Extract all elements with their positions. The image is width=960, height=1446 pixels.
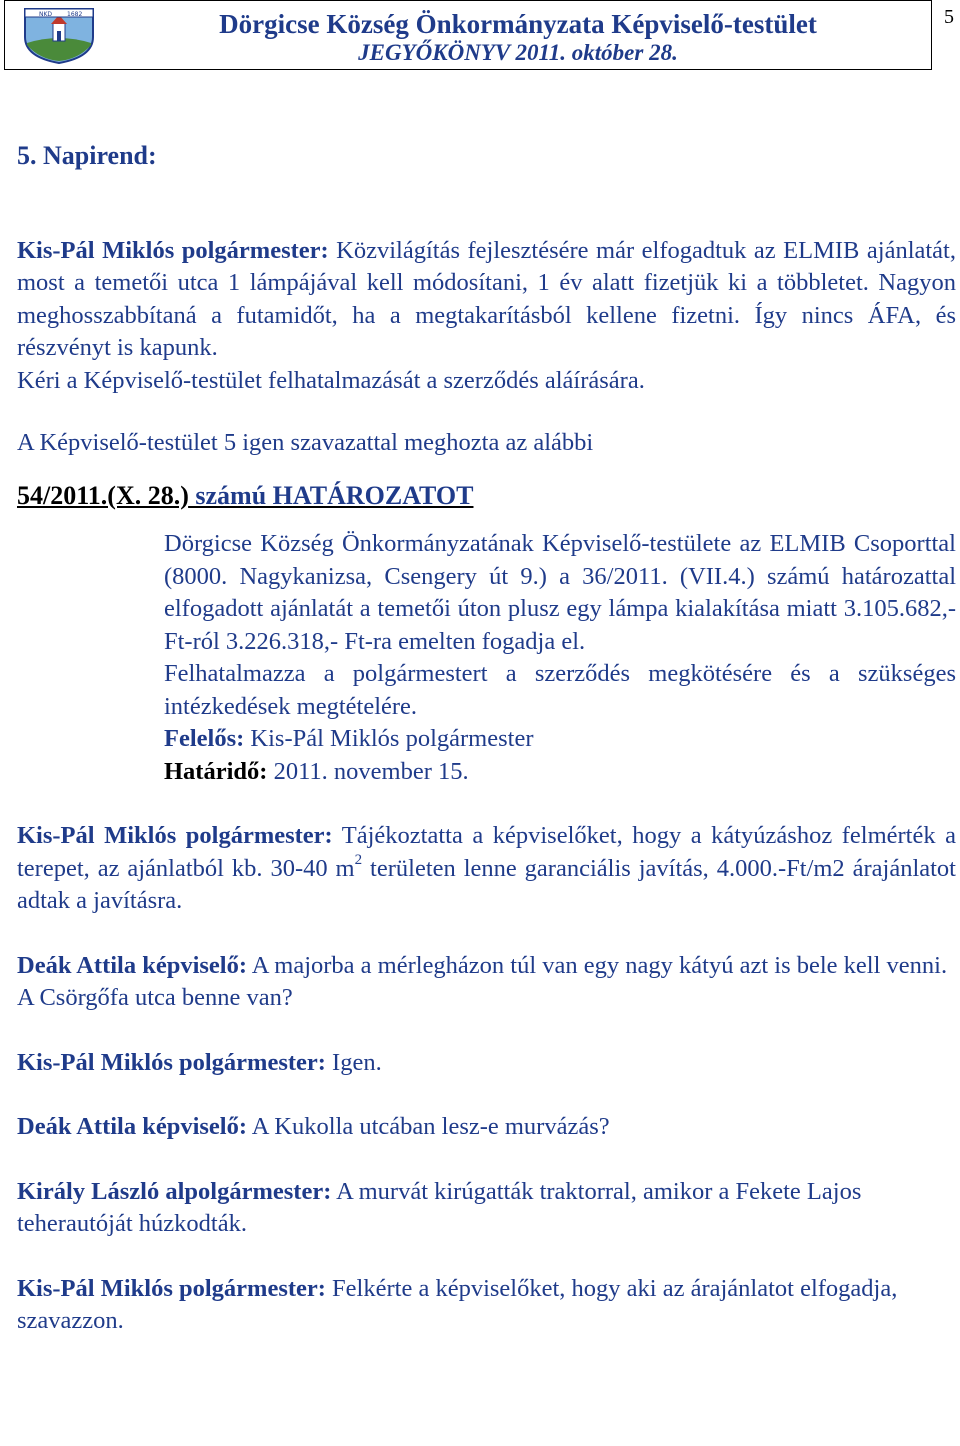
speaker-name: Kis-Pál Miklós polgármester: <box>17 1048 326 1076</box>
paragraph-text: Tájékoztatta a képviselőket, hogy a kátyúzáshoz felmérték a terepet, az ajánlatból kb. 30-40 m <box>17 822 956 882</box>
speaker-name: Deák Attila képviselő: <box>17 1113 248 1140</box>
page-number: 5 <box>944 6 954 28</box>
responsible-line <box>164 723 956 756</box>
paragraph-text: Igen. <box>325 1048 382 1076</box>
superscript: 2 <box>354 852 363 869</box>
deadline-label: Határidő: <box>164 757 268 785</box>
paragraph-text: Felkérte a képviselőket, hogy aki az árajánlatot elfogadja, szavazzon. <box>17 1274 898 1334</box>
speaker-name: Deák Attila képviselő: <box>17 951 248 979</box>
deadline-value: 2011. november 15. <box>267 757 469 785</box>
speaker-name: Király László alpolgármester: <box>17 1177 332 1205</box>
speaker-name: Kis-Pál Miklós polgármester: <box>17 236 329 264</box>
resolution-block <box>164 528 956 788</box>
resolution-text: Dörgicse Község Önkormányzatának Képviselő-testülete az ELMIB Csoporttal (8000. Nagykanizsa, Csengery út 9.) a 36/2011. (VII.4.) számú határozattal elfogadott ajánlatát a temetői úton plusz egy lámpa kialakítása miatt 3.105.682,- Ft-ról 3.226.318,- Ft-ra emelten fogadja el. <box>164 530 956 655</box>
document-body <box>17 140 956 1338</box>
resolution-label: számú HATÁROZATOT <box>188 480 474 510</box>
paragraph-1-continued: Kéri a Képviselő-testület felhatalmazását a szerződés aláírására. <box>17 366 645 394</box>
speaker-name: Kis-Pál Miklós polgármester: <box>17 822 333 849</box>
paragraph-6 <box>17 1176 956 1241</box>
paragraph-3 <box>17 950 956 1015</box>
responsible-value: Kis-Pál Miklós polgármester <box>244 725 534 752</box>
header-subtitle: JEGYŐKÖNYV 2011. október 28. <box>358 40 678 65</box>
coat-of-arms-icon <box>19 3 99 65</box>
paragraph-2 <box>17 820 956 918</box>
logo-text-right: 1682 <box>67 11 83 18</box>
paragraph-text: Közvilágítás fejlesztésére már elfogadtuk az ELMIB ajánlatát, most a temetői utca 1 lámpájával kell módosítani, 1 év alatt fizetjük ki a többletet. Nagyon meghosszabbítaná a futamidőt, ha a megtakarításból kellene fizetni. Így nincs ÁFA, és részvényt is kapunk. <box>17 236 956 361</box>
responsible-label: Felelős: <box>164 725 245 752</box>
document-header <box>4 0 932 70</box>
paragraph-7 <box>17 1273 956 1338</box>
resolution-title <box>17 480 956 513</box>
paragraph-text-b: területen lenne garanciális javítás, 4.000.-Ft/m2 árajánlatot adtak a javításra. <box>17 854 956 914</box>
logo-text-left: NKD <box>39 11 53 18</box>
resolution-number: 54/2011.(X. 28.) <box>17 480 189 510</box>
resolution-text-2: Felhatalmazza a polgármestert a szerződés megkötésére és a szükséges intézkedések megtételére. <box>164 660 956 720</box>
paragraph-5 <box>17 1111 956 1144</box>
vote-statement: A Képviselő-testület 5 igen szavazattal meghozta az alábbi <box>17 429 594 456</box>
header-title: Dörgicse Község Önkormányzata Képviselő-testület <box>219 9 817 39</box>
paragraph-1 <box>17 235 956 365</box>
paragraph-4 <box>17 1047 956 1080</box>
agenda-heading: 5. Napirend: <box>17 141 157 170</box>
paragraph-text: A majorba a mérlegházon túl van egy nagy kátyú azt is bele kell venni. A Csörgőfa utca benne van? <box>17 951 948 1011</box>
paragraph-text: A Kukolla utcában lesz-e murvázás? <box>247 1113 610 1140</box>
deadline-line <box>164 756 956 789</box>
paragraph-text: A murvát kirúgatták traktorral, amikor a Fekete Lajos teherautóját húzkodták. <box>17 1177 862 1237</box>
speaker-name: Kis-Pál Miklós polgármester: <box>17 1274 326 1302</box>
